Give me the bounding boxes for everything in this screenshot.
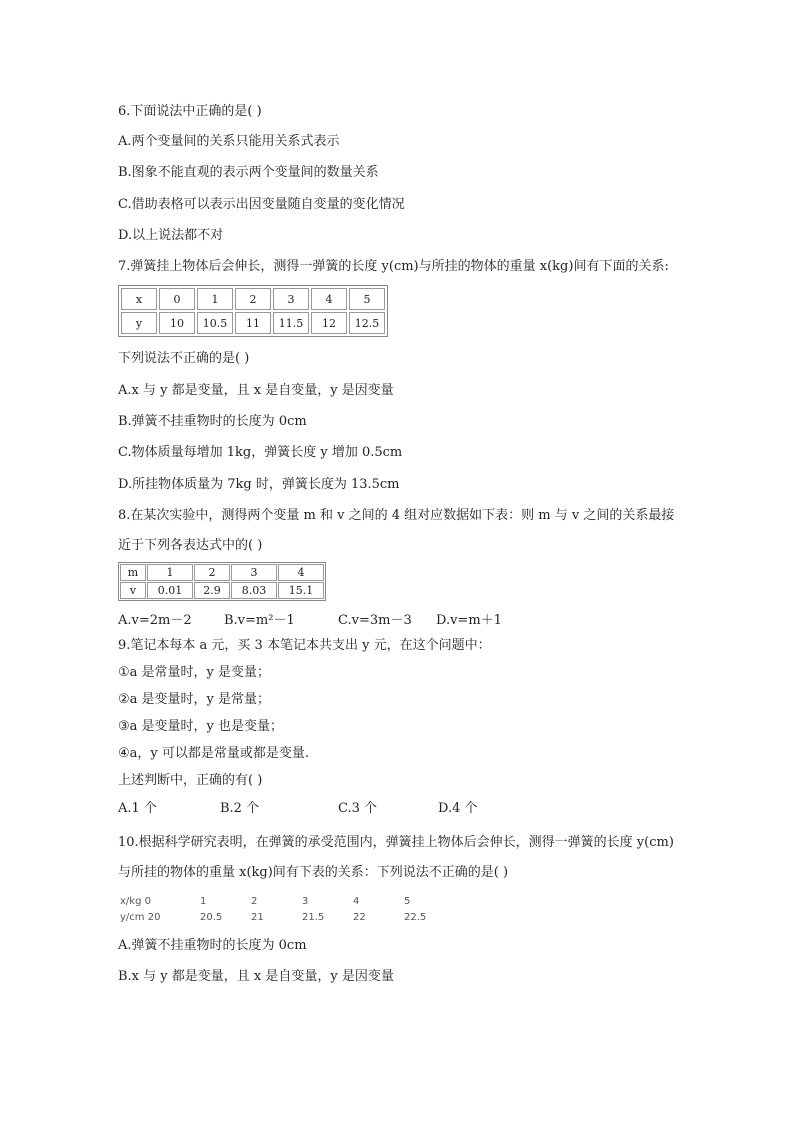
table-cell: 0.01 [147, 582, 193, 599]
table-row [120, 582, 324, 599]
table-cell: 4 [353, 896, 360, 907]
table-cell: m [120, 564, 146, 581]
table-cell: x [121, 288, 157, 310]
table-cell: 12.5 [349, 312, 385, 334]
q9-options [118, 800, 478, 818]
q9-statement-3: ③a 是变量时，y 也是变量； [118, 719, 284, 734]
q10-option-a: A.弹簧不挂重物时的长度为 0cm [118, 938, 307, 953]
q10-table-row-2 [120, 912, 426, 923]
table-cell: 10 [159, 312, 195, 334]
q9-option-b: B.2 个 [220, 801, 260, 816]
table-cell: 3 [231, 564, 277, 581]
q7-option-a: A.x 与 y 都是变量，且 x 是自变量，y 是因变量 [118, 383, 394, 398]
table-cell: y/cm 20 [120, 912, 161, 923]
table-cell: 3 [273, 288, 309, 310]
q9-statement-4: ④a，y 可以都是常量或都是变量. [118, 746, 310, 761]
q8-option-c: C.v=3m－3 [338, 613, 412, 628]
table-cell: 2 [251, 896, 258, 907]
q6-stem: 6.下面说法中正确的是( ) [118, 104, 262, 119]
q10-table-row-1 [120, 896, 410, 907]
q6-option-d: D.以上说法都不对 [118, 228, 224, 243]
table-cell: 22 [353, 912, 366, 923]
q9-stem: 9.笔记本每本 a 元，买 3 本笔记本共支出 y 元，在这个问题中： [118, 638, 491, 653]
table-cell: x/kg 0 [120, 896, 151, 907]
table-cell: 0 [159, 288, 195, 310]
q9-question: 上述判断中，正确的有( ) [118, 773, 263, 788]
q7-data-table [118, 285, 388, 337]
table-cell: 5 [349, 288, 385, 310]
q8-stem-line1: 8.在某次实验中，测得两个变量 m 和 v 之间的 4 组对应数据如下表：则 m 与 v 之间的关系最接 [118, 508, 675, 523]
table-cell: 1 [197, 288, 233, 310]
table-cell: y [121, 312, 157, 334]
q7-question: 下列说法不正确的是( ) [118, 351, 250, 366]
q7-option-b: B.弹簧不挂重物时的长度为 0cm [118, 414, 307, 429]
table-cell: 2.9 [194, 582, 230, 599]
table-cell: 11.5 [273, 312, 309, 334]
table-cell: 1 [200, 896, 207, 907]
table-cell: 12 [311, 312, 347, 334]
table-cell: 21.5 [302, 912, 325, 923]
table-cell: 20.5 [200, 912, 223, 923]
table-cell: 4 [278, 564, 324, 581]
table-cell: 2 [194, 564, 230, 581]
q10-option-b: B.x 与 y 都是变量，且 x 是自变量，y 是因变量 [118, 969, 394, 984]
q8-option-a: A.v=2m－2 [118, 613, 192, 628]
q7-option-d: D.所挂物体质量为 7kg 时，弹簧长度为 13.5cm [118, 477, 400, 492]
table-cell: 1 [147, 564, 193, 581]
q9-option-d: D.4 个 [438, 801, 478, 816]
table-cell: 4 [311, 288, 347, 310]
table-cell: 8.03 [231, 582, 277, 599]
q8-stem-line2: 近于下列各表达式中的( ) [118, 538, 263, 553]
q10-stem-line2: 与所挂的物体的重量 x(kg)间有下表的关系：下列说法不正确的是( ) [118, 865, 509, 880]
q6-option-b: B.图象不能直观的表示两个变量间的数量关系 [118, 165, 379, 180]
table-row [120, 564, 324, 581]
q8-option-b: B.v=m²－1 [224, 613, 295, 628]
table-cell: v [120, 582, 146, 599]
q9-statement-1: ①a 是常量时，y 是变量； [118, 665, 271, 680]
table-cell: 15.1 [278, 582, 324, 599]
q6-option-a: A.两个变量间的关系只能用关系式表示 [118, 134, 340, 149]
table-cell: 21 [251, 912, 264, 923]
table-cell: 5 [404, 896, 411, 907]
table-cell: 22.5 [404, 912, 427, 923]
q8-options [118, 612, 502, 630]
table-cell: 11 [235, 312, 271, 334]
q8-option-d: D.v=m＋1 [436, 613, 502, 628]
table-row [121, 288, 385, 310]
table-row [121, 312, 385, 334]
table-cell: 10.5 [197, 312, 233, 334]
q6-option-c: C.借助表格可以表示出因变量随自变量的变化情况 [118, 197, 405, 212]
q9-option-a: A.1 个 [118, 801, 157, 816]
q7-option-c: C.物体质量每增加 1kg，弹簧长度 y 增加 0.5cm [118, 445, 403, 460]
q9-option-c: C.3 个 [338, 801, 378, 816]
q8-data-table [118, 562, 326, 601]
q10-stem-line1: 10.根据科学研究表明，在弹簧的承受范围内，弹簧挂上物体后会伸长，测得一弹簧的长度 y(cm) [118, 835, 674, 850]
q7-stem: 7.弹簧挂上物体后会伸长，测得一弹簧的长度 y(cm)与所挂的物体的重量 x(kg)间有下面的关系: [118, 259, 669, 274]
table-cell: 3 [302, 896, 309, 907]
q9-statement-2: ②a 是变量时，y 是常量； [118, 692, 271, 707]
table-cell: 2 [235, 288, 271, 310]
